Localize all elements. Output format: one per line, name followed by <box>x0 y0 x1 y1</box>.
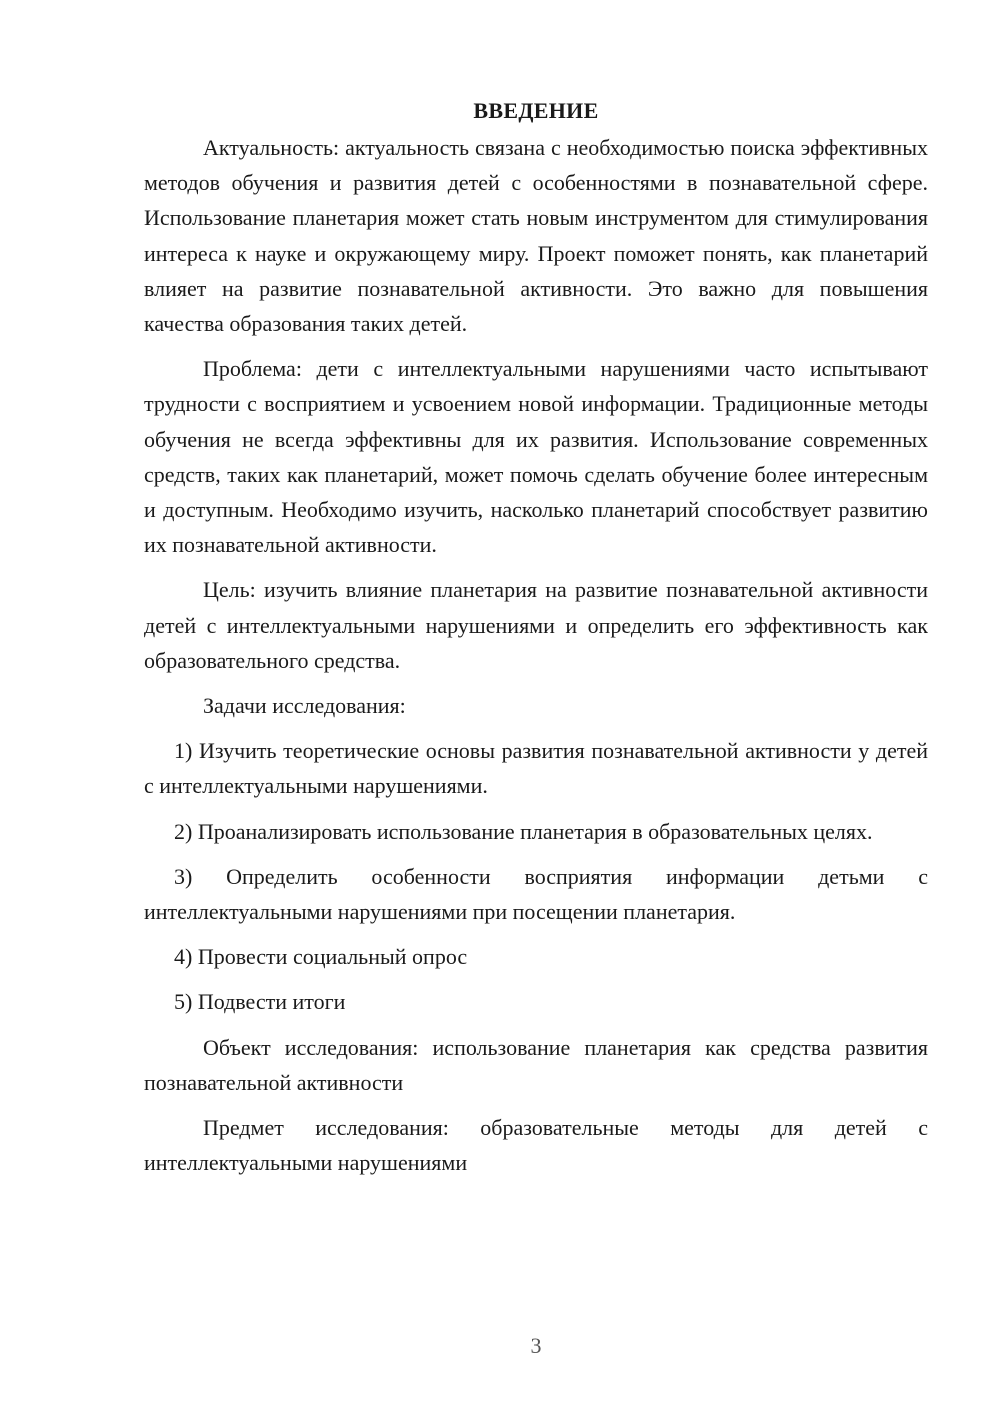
document-page <box>144 96 928 1190</box>
relevance-paragraph: Актуальность: актуальность связана с необходимостью поиска эффективных методов обучения и развития детей с особенностями в познавательной сфере. Использование планетария может стать новым инструментом для стимулирования интереса к науке и окружающему миру. Проект поможет понять, как планетарий влияет на развитие познавательной активности. Это важно для повышения качества образования таких детей. <box>144 135 928 337</box>
task-item-3: 3) Определить особенности восприятия информации детьми с интеллектуальными нарушениями при посещении планетария. <box>144 863 928 925</box>
section-title: ВВЕДЕНИЕ <box>473 98 599 123</box>
subject-paragraph: Предмет исследования: образовательные методы для детей с интеллектуальными нарушениями <box>144 1115 928 1176</box>
problem-paragraph: Проблема: дети с интеллектуальными нарушениями часто испытывают трудности с восприятием и усвоением новой информации. Традиционные методы обучения не всегда эффективны для их развития. Использование современных средств, таких как планетарий, может помочь сделать обучение более интересным и доступным. Необходимо изучить, насколько планетарий способствует развитию их познавательной активности. <box>144 356 928 558</box>
goal-paragraph: Цель: изучить влияние планетария на развитие познавательной активности детей с интеллектуальными нарушениями и определить его эффективность как образовательного средства. <box>144 577 928 673</box>
object-paragraph: Объект исследования: использование планетария как средства развития познавательной активности <box>144 1034 928 1095</box>
task-item-4: 4) Провести социальный опрос <box>174 944 468 970</box>
tasks-heading: Задачи исследования: <box>203 693 406 719</box>
task-item-1: 1) Изучить теоретические основы развития познавательной активности у детей с интеллектуальными нарушениями. <box>144 738 928 799</box>
task-item-5: 5) Подвести итоги <box>174 989 346 1015</box>
page-number: 3 <box>530 1333 542 1358</box>
task-item-2: 2) Проанализировать использование планетария в образовательных целях. <box>174 818 873 844</box>
